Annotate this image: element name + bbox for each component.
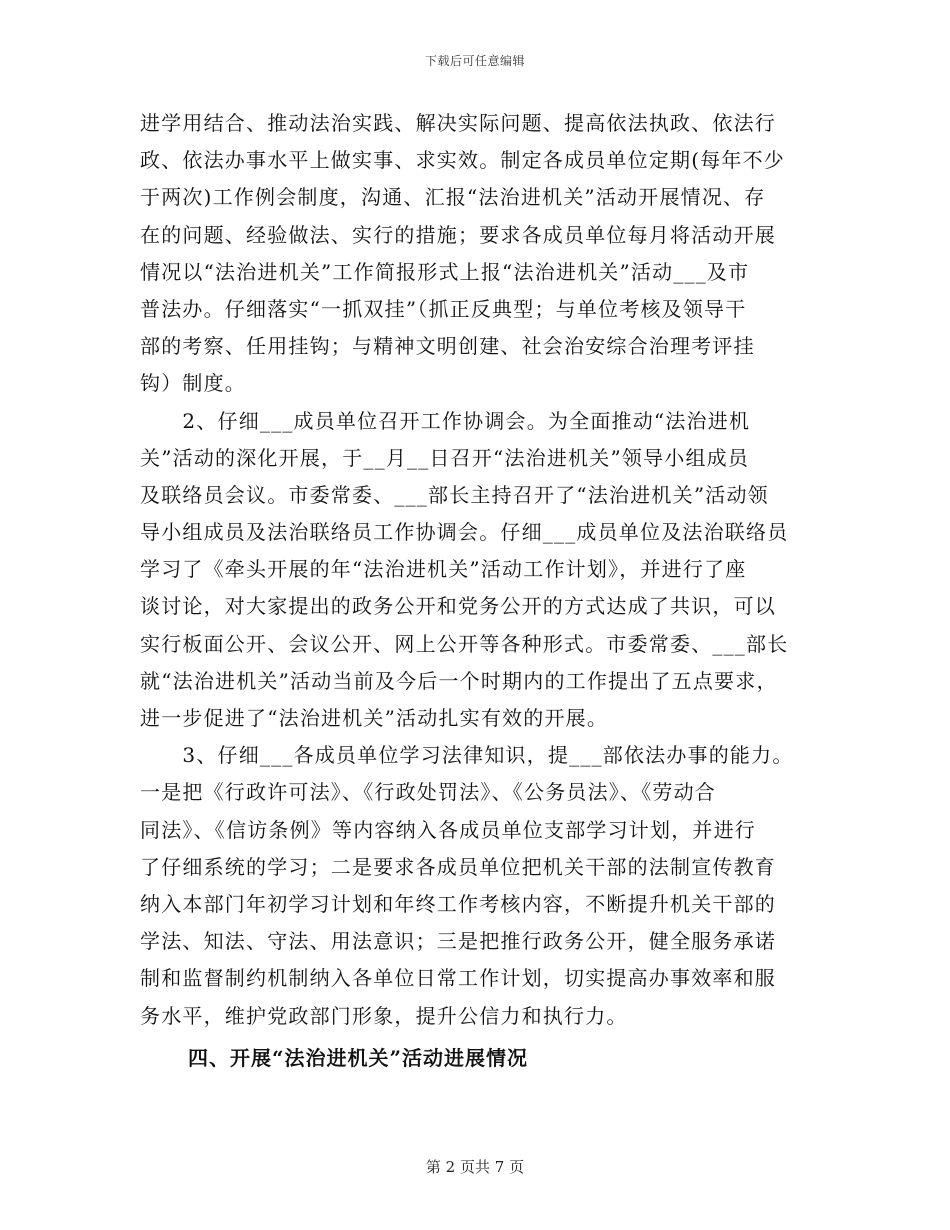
body-line: 政、依法办事水平上做实事、求实效。制定各成员单位定期(每年不少 xyxy=(140,148,786,173)
page-header: 下载后可任意编辑 xyxy=(424,54,525,68)
body-line: 务水平，维护党政部门形象，提升公信力和执行力。 xyxy=(140,1003,628,1028)
body-line: 关”活动的深化开展，于__月__日召开“法治进机关”领导小组成员 xyxy=(140,445,750,470)
body-line: 进一步促进了“法治进机关”活动扎实有效的开展。 xyxy=(140,706,609,730)
body-line: 导小组成员及法治联络员工作协调会。仔细___成员单位及法治联络员 xyxy=(140,520,789,545)
body-line: 一是把《行政许可法》、《行政处罚法》、《公务员法》、《劳动合 xyxy=(140,780,716,805)
body-line: 于两次)工作例会制度，沟通、汇报“法治进机关”活动开展情况、存 xyxy=(140,185,766,210)
body-line: 普法办。仔细落实“一抓双挂”（抓正反典型；与单位考核及领导干 xyxy=(140,296,747,321)
body-line: 钩）制度。 xyxy=(140,371,246,396)
body-line: 学法、知法、守法、用法意识；三是把推行政务公开，健全服务承诺 xyxy=(140,929,776,954)
body-line: 学习了《牵头开展的年“法治进机关”活动工作计划》，并进行了座 xyxy=(140,557,747,582)
body-line: 及联络员会议。市委常委、___部长主持召开了“法治进机关”活动领 xyxy=(140,482,769,507)
section-heading: 四、开展“法治进机关”活动进展情况 xyxy=(188,1045,529,1070)
body-line: 制和监督制约机制纳入各单位日常工作计划，切实提高办事效率和服 xyxy=(140,966,776,991)
body-line: 2、仔细___成员单位召开工作协调会。为全面推动“法治进机 xyxy=(140,408,751,433)
document-body xyxy=(140,105,812,1077)
page-footer: 第 2 页共 7 页 xyxy=(425,1158,525,1176)
body-line: 3、仔细___各成员单位学习法律知识，提___部依法办事的能力。 xyxy=(140,743,794,768)
body-line: 同法》、《信访条例》等内容纳入各成员单位支部学习计划，并进行 xyxy=(140,817,756,842)
body-line: 纳入本部门年初学习计划和年终工作考核内容，不断提升机关干部的 xyxy=(140,891,776,916)
body-line: 就“法治进机关”活动当前及今后一个时期内的工作提出了五点要求， xyxy=(140,668,778,693)
body-line: 谈讨论，对大家提出的政务公开和党务公开的方式达成了共识，可以 xyxy=(140,594,776,619)
body-line: 部的考察、任用挂钩；与精神文明创建、社会治安综合治理考评挂 xyxy=(140,334,755,359)
body-line: 了仔细系统的学习；二是要求各成员单位把机关干部的法制宣传教育 xyxy=(140,854,776,879)
body-line: 实行板面公开、会议公开、网上公开等各种形式。市委常委、___部长 xyxy=(140,631,789,656)
body-line: 在的问题、经验做法、实行的措施；要求各成员单位每月将活动开展 xyxy=(140,222,776,247)
body-line: 情况以“法治进机关”工作简报形式上报“法治进机关”活动___及市 xyxy=(140,259,750,284)
body-line: 进学用结合、推动法治实践、解决实际问题、提高依法执政、依法行 xyxy=(140,111,776,135)
